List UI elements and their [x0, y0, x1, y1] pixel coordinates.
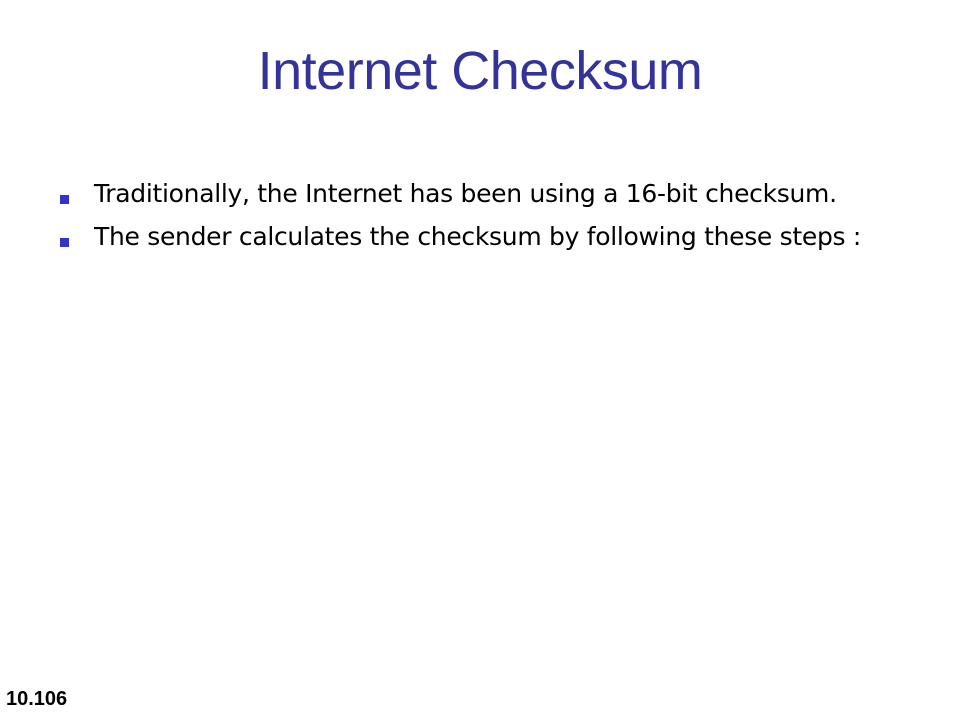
- slide-number: 10.106: [6, 688, 68, 710]
- bullet-text: Traditionally, the Internet has been using a 16-bit checksum.: [94, 179, 837, 208]
- square-bullet-icon: [60, 195, 69, 204]
- bullet-item: [60, 176, 900, 211]
- bullet-list: [60, 176, 900, 262]
- square-bullet-icon: [60, 238, 69, 247]
- slide-title: Internet Checksum: [257, 41, 703, 101]
- bullet-text: The sender calculates the checksum by following these steps :: [94, 222, 862, 251]
- bullet-item: [60, 219, 900, 254]
